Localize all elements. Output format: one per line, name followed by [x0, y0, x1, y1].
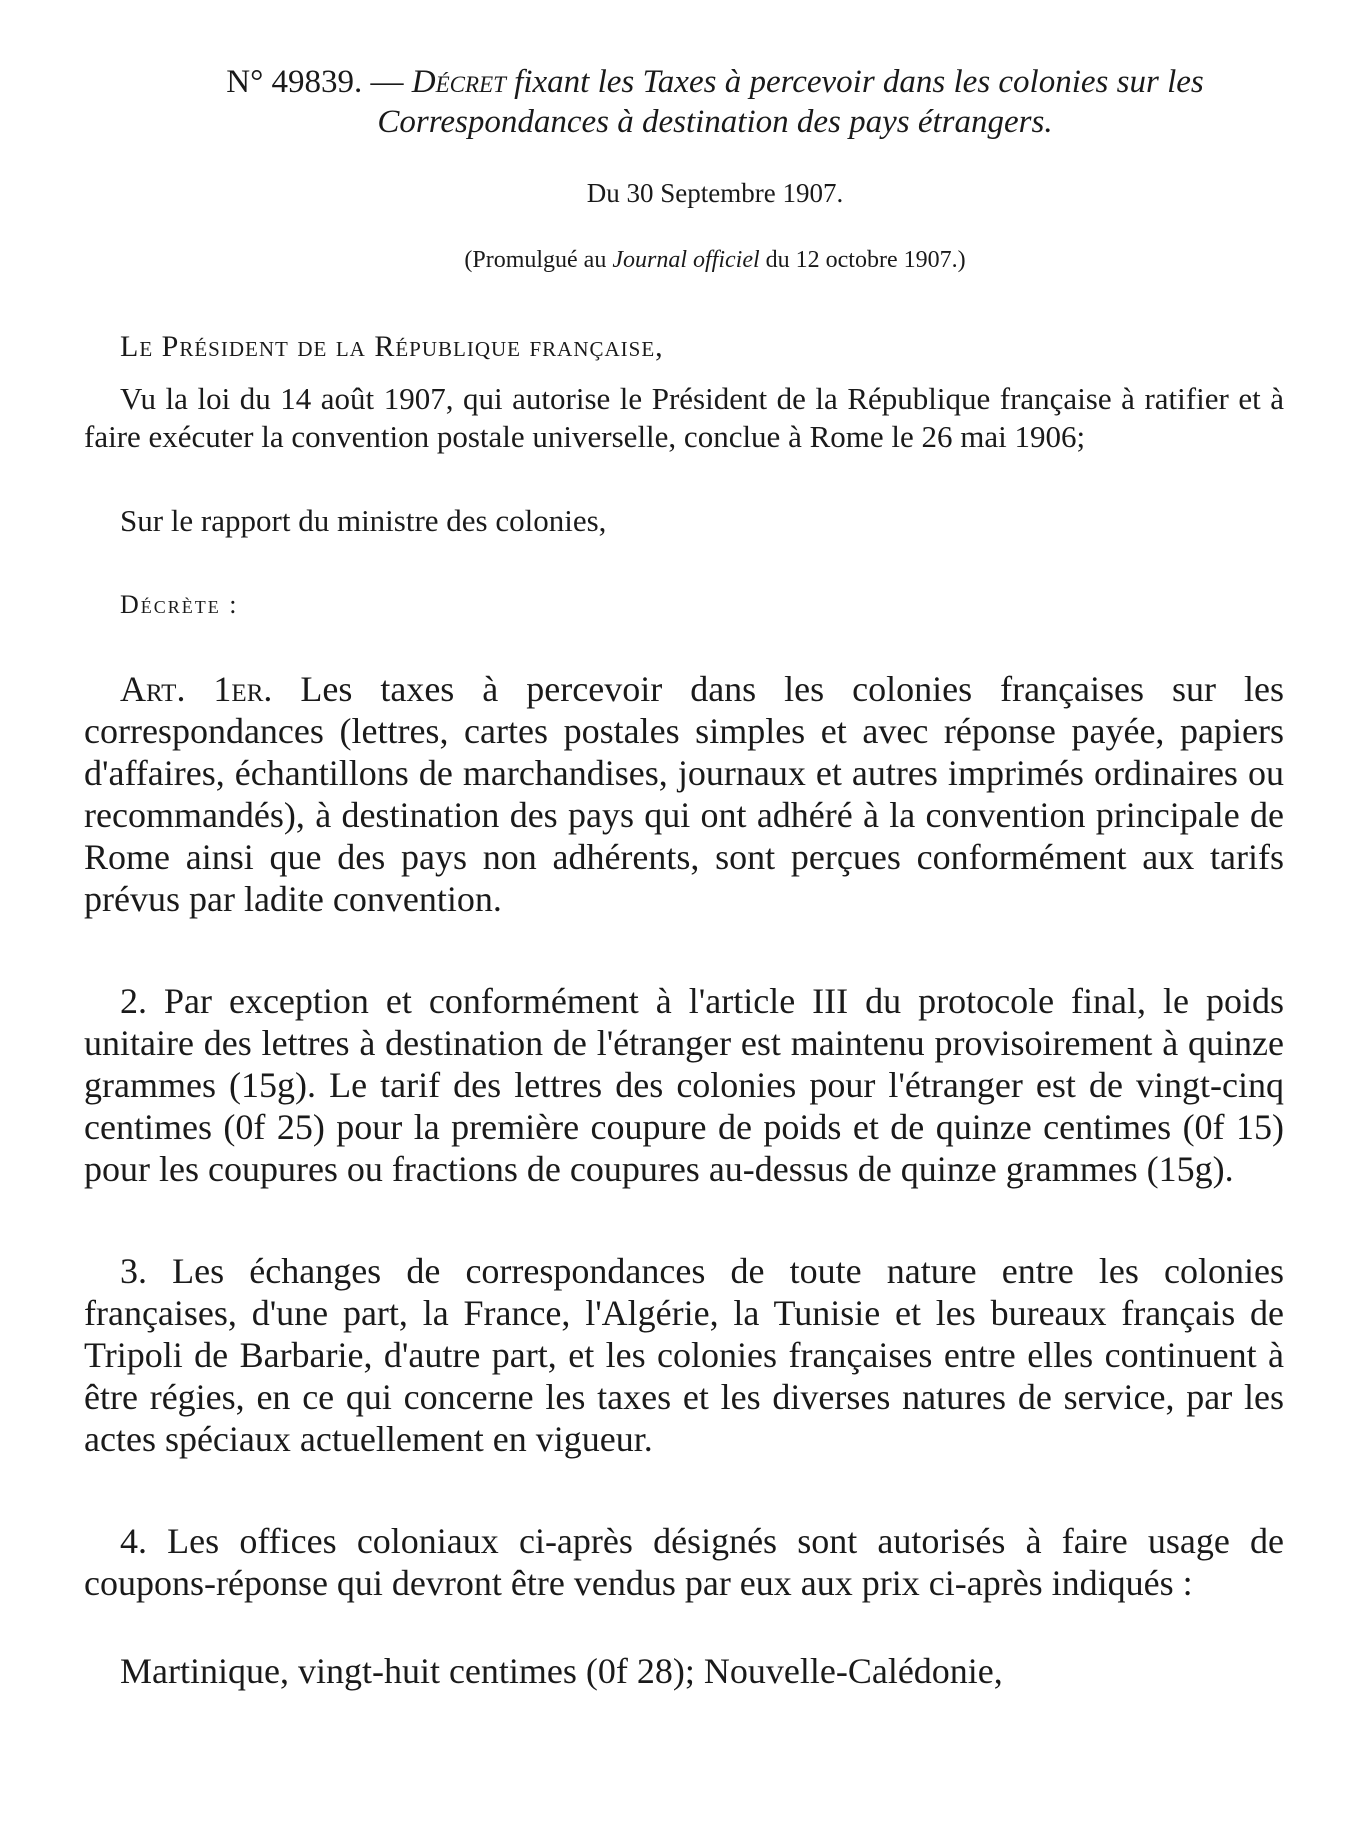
journal-name: Journal officiel	[612, 247, 760, 273]
president-heading: Le Président de la République française,	[120, 330, 664, 363]
promulgation-suffix: du 12 octobre 1907.)	[759, 247, 966, 273]
promulgation-prefix: (Promulgué au	[464, 247, 613, 273]
decree-title	[150, 62, 1280, 142]
vu-paragraph: Vu la loi du 14 août 1907, qui autorise le Président de la République française à ratifier et à faire exécuter la convention postale universelle, conclue à Rome le 26 mai 1906;	[84, 381, 1284, 454]
decree-date: Du 30 Septembre 1907.	[586, 178, 844, 208]
article-1	[84, 668, 1284, 920]
promulgation-note	[150, 245, 1280, 275]
article-3: 3. Les échanges de correspondances de toute nature entre les colonies françaises, d'une part, la France, l'Algérie, la Tunisie et les bureaux français de Tripoli de Barbarie, d'autre part, et les colonies françaises entre elles continuent à être régies, en ce qui concerne les taxes et les diverses natures de service, par les actes spéciaux actuellement en vigueur.	[84, 1251, 1284, 1459]
rapport-paragraph: Sur le rapport du ministre des colonies,	[120, 503, 607, 538]
decrete-heading: Décrète :	[120, 590, 239, 619]
decree-number: N° 49839. —	[226, 64, 412, 100]
decree-title-text: fixant les Taxes à percevoir dans les colonies sur les Correspondances à destination des pays étrangers.	[377, 64, 1204, 140]
article-2: 2. Par exception et conformément à l'article III du protocole final, le poids unitaire des lettres à destination de l'étranger est maintenu provisoirement à quinze grammes (15g). Le tarif des lettres des colonies pour l'étranger est de vingt-cinq centimes (0f 25) pour la première coupure de poids et de quinze centimes (0f 15) pour les coupures ou fractions de coupures au-dessus de quinze grammes (15g).	[84, 981, 1284, 1189]
article-1-label: Art. 1er.	[120, 669, 273, 709]
article-4: 4. Les offices coloniaux ci-après désignés sont autorisés à faire usage de coupons-réponse qui devront être vendus par eux aux prix ci-après indiqués :	[84, 1521, 1284, 1603]
decree-word: Décret	[411, 64, 506, 100]
article-1-text: Les taxes à percevoir dans les colonies françaises sur les correspondances (lettres, cartes postales simples et avec réponse payée, papiers d'affaires, échantillons de marchandises, journaux et autres imprimés ordinaires ou recommandés), à destination des pays qui ont adhéré à la convention principale de Rome ainsi que des pays non adhérents, sont perçues conformément aux tarifs prévus par ladite convention.	[84, 669, 1284, 919]
article-4-continuation: Martinique, vingt-huit centimes (0f 28); Nouvelle-Calédonie,	[120, 1651, 1003, 1691]
